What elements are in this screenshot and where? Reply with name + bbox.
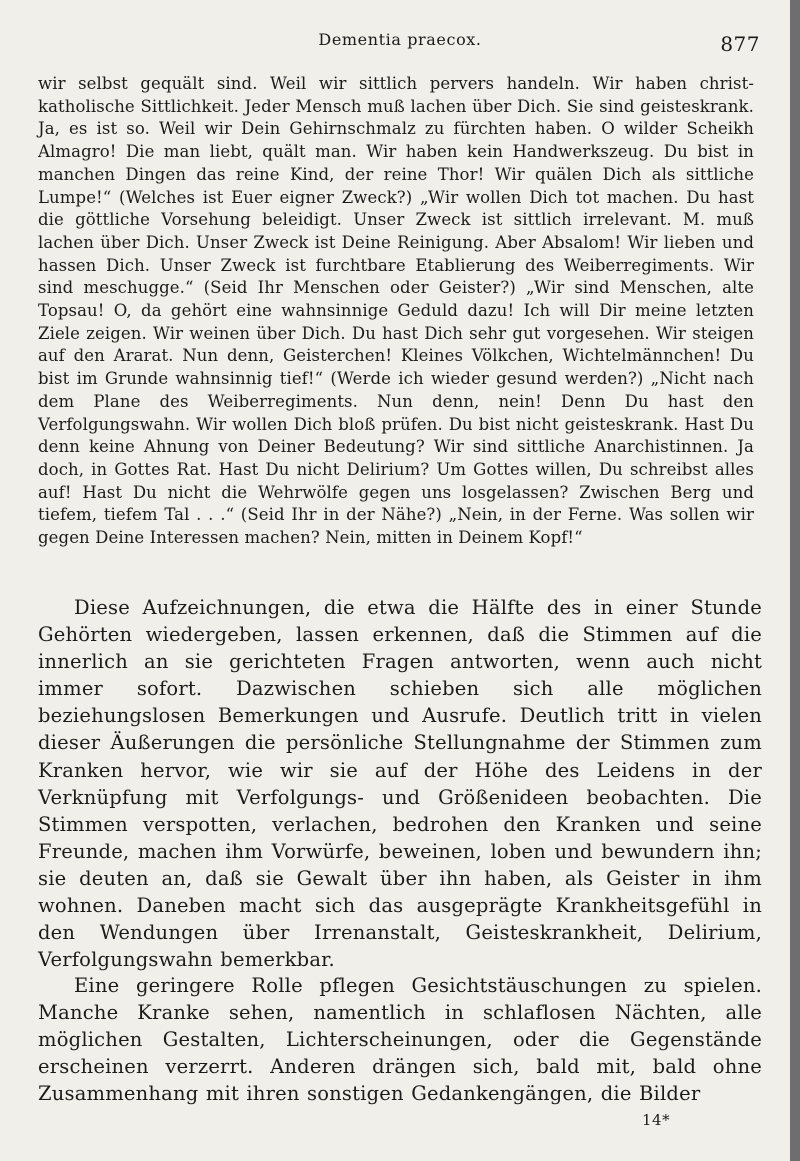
page-number: 877 xyxy=(720,32,760,56)
page-header xyxy=(40,30,760,60)
body-paragraph: Eine geringere Rolle pflegen Gesichtstäuschungen zu spielen. Manche Kranke sehen, namentlich in schlaflosen Nächten, alle möglichen Gestalten, Lichterscheinungen, oder die Gegenstände erscheinen verzerrt. Anderen drängen sich, bald mit, bald ohne Zusammenhang mit ihren sonstigen Gedankengängen, die Bilder xyxy=(38,974,762,1106)
printer-signature-mark: 14* xyxy=(642,1111,671,1129)
running-head: Dementia praecox. xyxy=(318,30,482,49)
quoted-voices-passage: wir selbst gequält sind. Weil wir sittlich pervers handeln. Wir haben christ-katholische Sittlichkeit. Jeder Mensch muß lachen über Dich. Sie sind geisteskrank. Ja, es ist so. Weil wir Dein Gehirnschmalz zu fürchten haben. O wilder Scheikh Almagro! Die man liebt, quält man. Wir haben kein Handwerkszeug. Du bist in manchen Dingen das reine Kind, der reine Thor! Wir quälen Dich als sittliche Lumpe!“ (Welches ist Euer eigner Zweck?) „Wir wollen Dich tot machen. Du hast die göttliche Vorsehung beleidigt. Unser Zweck ist sittlich irrelevant. M. muß lachen über Dich. Unser Zweck ist Deine Reinigung. Aber Absalom! Wir lieben und hassen Dich. Unser Zweck ist furchtbare Etablierung des Weiberregiments. Wir sind meschugge.“ (Seid Ihr Menschen oder Geister?) „Wir sind Menschen, alte Topsau! O, da gehört eine wahnsinnige Geduld dazu! Ich will Dir meine letzten Ziele zeigen. Wir weinen über Dich. Du hast Dich sehr gut vorgesehen. Wir steigen auf den Ararat. Nun denn, Geisterchen! Kleines Völkchen, Wichtelmännchen! Du bist im Grunde wahnsinnig tief!“ (Werde ich wieder gesund werden?) „Nicht nach dem Plane des Weiberregiments. Nun denn, nein! Denn Du hast den Verfolgungswahn. Wir wollen Dich bloß prüfen. Du bist nicht geisteskrank. Hast Du denn keine Ahnung von Deiner Bedeutung? Wir sind sittliche Anarchistinnen. Ja doch, in Gottes Rat. Hast Du nicht Delirium? Um Gottes willen, Du schreibst alles auf! Hast Du nicht die Wehrwölfe gegen uns losgelassen? Zwischen Berg und tiefem, tiefem Tal . . .“ (Seid Ihr in der Nähe?) „Nein, in der Ferne. Was sollen wir gegen Deine Interessen machen? Nein, mitten in Deinem Kopf!“ xyxy=(38,74,754,548)
body-paragraph: Diese Aufzeichnungen, die etwa die Hälfte des in einer Stunde Gehörten wiedergeben, lassen erkennen, daß die Stimmen auf die innerlich an sie gerichteten Fragen antworten, wenn auch nicht immer sofort. Dazwischen schieben sich alle möglichen beziehungslosen Bemerkungen und Ausrufe. Deutlich tritt in vielen dieser Äußerungen die persönliche Stellungnahme der Stimmen zum Kranken hervor, wie wir sie auf der Höhe des Leidens in der Verknüpfung mit Verfolgungs- und Größenideen beobachten. Die Stimmen verspotten, verlachen, bedrohen den Kranken und seine Freunde, machen ihm Vorwürfe, beweinen, loben und bewundern ihn; sie deuten an, daß sie Gewalt über ihn haben, als Geister in ihm wohnen. Daneben macht sich das ausgeprägte Krankheitsgefühl in den Wendungen über Irrenanstalt, Geisteskrankheit, Delirium, Verfolgungswahn bemerkbar. xyxy=(38,596,762,972)
page-edge-shadow xyxy=(790,0,800,1161)
